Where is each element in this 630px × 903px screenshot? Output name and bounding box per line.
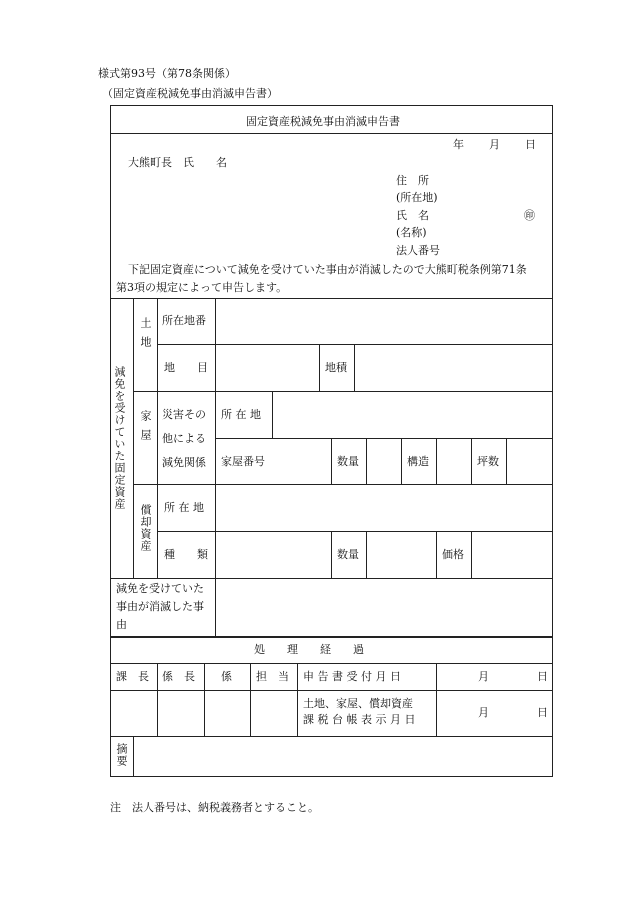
receipt-date-label: 申 告 書 受 付 月 日 <box>303 670 401 683</box>
disaster-line2: 他による <box>162 432 206 445</box>
house-structure-label: 構造 <box>407 455 429 468</box>
disaster-line1: 災害その <box>162 408 206 421</box>
in-charge-label: 担 当 <box>256 670 289 683</box>
title-divider <box>110 133 553 134</box>
receipt-day[interactable]: 日 <box>537 670 548 683</box>
addressee: 大熊町長 氏 名 <box>128 156 227 169</box>
corp-number-label: 法人番号 <box>396 244 440 257</box>
house-quantity-label: 数量 <box>337 455 359 468</box>
form-title: 固定資産税減免事由消滅申告書 <box>246 115 400 128</box>
footnote: 注 法人番号は、納税義務者とすること。 <box>110 801 319 814</box>
applicant-address-label: 住 所 <box>396 174 429 187</box>
register-day[interactable]: 日 <box>537 706 548 719</box>
depreciable-label: 償却資産 <box>139 504 152 552</box>
statement-divider <box>110 298 553 299</box>
house-number-label: 家屋番号 <box>221 455 265 468</box>
house-floor-area-label: 坪数 <box>477 455 499 468</box>
seal-mark: ㊞ <box>524 209 535 222</box>
statement-line1: 下記固定資産について減免を受けていた事由が消滅したので大熊町税条例第71条 <box>128 263 527 276</box>
sub-chief-label: 係 長 <box>162 670 195 683</box>
disaster-line3: 減免関係 <box>162 456 206 469</box>
remarks-label: 摘要 <box>115 743 128 767</box>
chief-label: 課 長 <box>116 670 149 683</box>
form-number: 様式第93号（第78条関係） <box>98 67 236 80</box>
house-location-label: 所 在 地 <box>221 408 261 421</box>
staff-label: 係 <box>221 670 232 683</box>
depreciable-kind-label: 種 類 <box>164 548 208 561</box>
land-area-label: 地積 <box>325 361 347 374</box>
depreciable-location-label: 所 在 地 <box>164 501 204 514</box>
date-day[interactable]: 日 <box>525 138 536 151</box>
land-location-label: 所在地番 <box>162 314 206 327</box>
applicant-address-sub: (所在地) <box>396 191 438 204</box>
reason-label: 減免を受けていた事由が消滅した事由 <box>116 582 204 631</box>
asset-side-label: 減免を受けていた固定資産 <box>113 366 126 510</box>
land-label: 土地 <box>139 317 152 355</box>
form-name: （固定資産税減免事由消滅申告書） <box>102 87 278 100</box>
register-month[interactable]: 月 <box>478 706 489 719</box>
house-label: 家屋 <box>139 410 152 448</box>
register-line1: 土地、家屋、償却資産 <box>303 697 413 710</box>
processing-title: 処 理 経 過 <box>254 643 364 656</box>
register-line2: 課 税 台 帳 表 示 月 日 <box>303 713 416 726</box>
applicant-name-label: 氏 名 <box>396 209 429 222</box>
date-month[interactable]: 月 <box>489 138 500 151</box>
statement-line2: 第3項の規定によって申告します。 <box>116 281 288 294</box>
land-category-label: 地 目 <box>164 361 208 374</box>
date-year[interactable]: 年 <box>453 138 464 151</box>
applicant-name-sub: (名称) <box>396 226 427 239</box>
receipt-month[interactable]: 月 <box>478 670 489 683</box>
depreciable-price-label: 価格 <box>442 548 464 561</box>
depreciable-quantity-label: 数量 <box>337 548 359 561</box>
